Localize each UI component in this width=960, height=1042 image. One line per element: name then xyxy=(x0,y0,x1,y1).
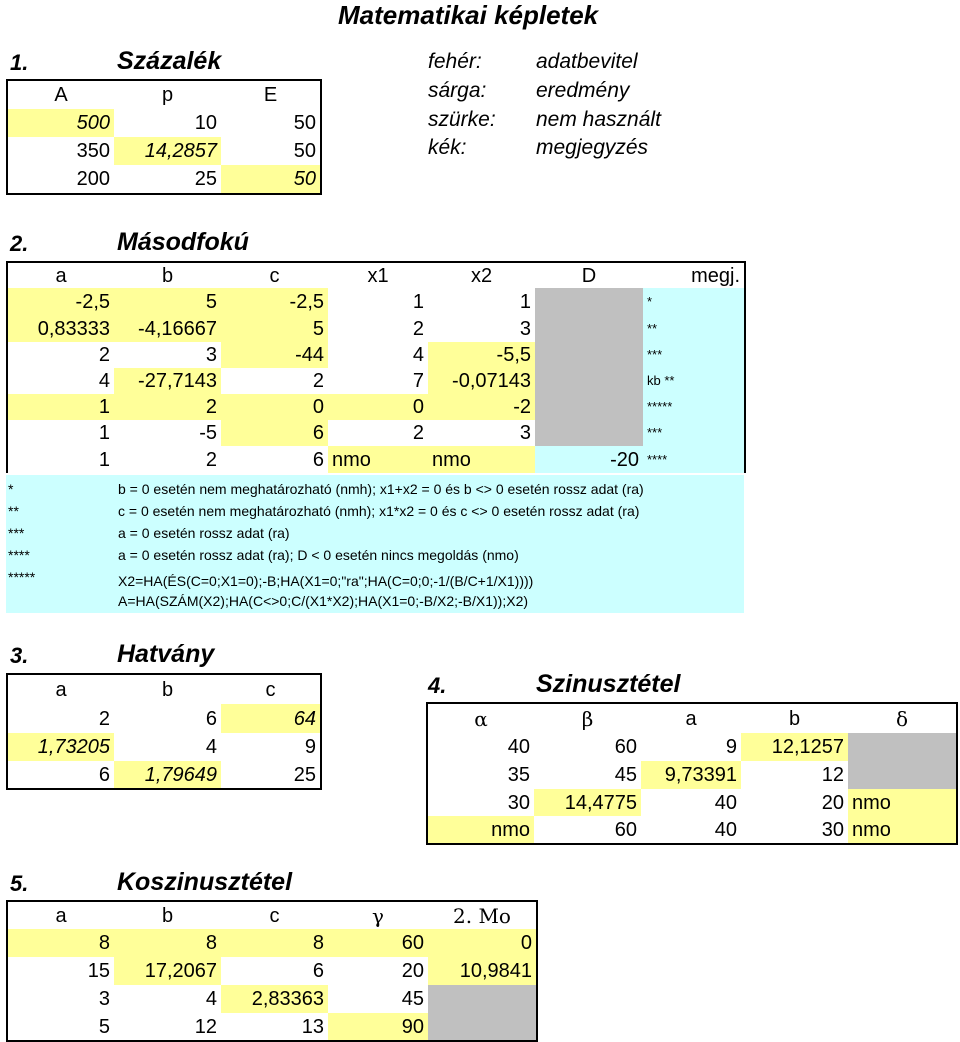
column-header: α xyxy=(427,703,534,733)
table-cell[interactable]: 13 xyxy=(221,1013,328,1041)
table-row xyxy=(427,789,957,816)
table-cell[interactable]: 1 xyxy=(7,394,114,420)
table-cell xyxy=(848,733,957,761)
column-header: c xyxy=(221,674,321,704)
table-cell[interactable]: -0,07143 xyxy=(428,368,535,394)
table-cell[interactable]: 5 xyxy=(7,1013,114,1041)
table-cell[interactable]: 5 xyxy=(114,288,221,316)
table-cell[interactable]: 7 xyxy=(412,370,424,392)
table-cell[interactable]: 9 xyxy=(221,733,321,761)
table-cell[interactable]: 0 xyxy=(221,394,328,420)
table-cell xyxy=(535,368,643,394)
table-cell[interactable]: -4,16667 xyxy=(114,316,221,342)
column-header: x1 xyxy=(328,262,428,288)
table-cell[interactable]: 20 xyxy=(401,960,424,982)
column-header: c xyxy=(221,262,328,288)
table-cell[interactable]: 1 xyxy=(7,420,114,446)
table-cell[interactable]: 45 xyxy=(401,988,424,1010)
table-cell[interactable]: -5 xyxy=(199,422,217,444)
table-cell[interactable]: 14,2857 xyxy=(114,137,221,165)
section-5-number: 5. xyxy=(10,871,29,896)
table-cell[interactable]: 30 xyxy=(427,789,534,816)
column-header: β xyxy=(534,703,641,733)
table-cell: kb ** xyxy=(643,368,745,394)
table-cell[interactable]: 500 xyxy=(7,109,114,137)
table-cell[interactable]: 60 xyxy=(534,816,641,844)
column-header: a xyxy=(7,674,114,704)
table-cell[interactable]: 20 xyxy=(821,791,844,814)
column-header: megj. xyxy=(643,262,745,288)
table-cell[interactable]: -27,7143 xyxy=(114,368,221,394)
table-cell[interactable]: 25 xyxy=(221,761,321,789)
table-cell[interactable]: 50 xyxy=(221,165,321,194)
cosine-law-table xyxy=(6,900,538,1042)
column-header: b xyxy=(741,703,848,733)
table-cell[interactable]: 0 xyxy=(428,929,537,957)
table-cell[interactable]: 3 xyxy=(519,318,531,340)
table-row xyxy=(7,1013,537,1041)
table-cell[interactable]: 2 xyxy=(7,342,114,368)
table-cell[interactable]: 3 xyxy=(205,344,217,366)
note-text: X2=HA(ÉS(C=0;X1=0);-B;HA(X1=0;"ra";HA(C=0;0;-1/(B/C+1/X1)))) xyxy=(118,573,534,589)
table-cell[interactable]: 8 xyxy=(114,929,221,957)
note-text: b = 0 esetén nem meghatározható (nmh); x1+x2 = 0 és b <> 0 esetén rossz adat (ra) xyxy=(118,481,644,497)
note-mark: *** xyxy=(8,525,25,541)
note-mark: ***** xyxy=(8,569,36,585)
table-cell[interactable]: 8 xyxy=(221,929,328,957)
table-cell[interactable]: 1,73205 xyxy=(7,733,114,761)
table-cell: *** xyxy=(643,420,745,446)
table-cell[interactable]: 9,73391 xyxy=(641,761,741,789)
table-cell[interactable]: 2 xyxy=(7,704,114,733)
column-header: a xyxy=(641,703,741,733)
table-cell xyxy=(535,342,643,368)
table-cell[interactable]: 3 xyxy=(519,422,531,444)
table-row xyxy=(7,368,745,394)
legend-value-gray: nem használt xyxy=(536,108,661,131)
table-cell xyxy=(535,288,643,316)
table-cell: *** xyxy=(643,342,745,368)
section-4-title: Szinusztétel xyxy=(536,670,681,698)
table-row xyxy=(7,704,321,733)
table-cell[interactable]: 10,9841 xyxy=(428,957,537,985)
table-header-row xyxy=(7,80,321,109)
note-text: a = 0 esetén rossz adat (ra); D < 0 esetén nincs megoldás (nmo) xyxy=(118,547,519,563)
table-cell[interactable]: 60 xyxy=(328,929,428,957)
note-mark: **** xyxy=(8,547,30,563)
section-3-number: 3. xyxy=(10,643,29,668)
column-header: E xyxy=(221,80,321,109)
table-row xyxy=(7,137,321,165)
table-cell[interactable]: -2,5 xyxy=(7,288,114,316)
table-cell[interactable]: 40 xyxy=(641,816,741,844)
table-cell xyxy=(428,985,537,1013)
table-cell[interactable]: 90 xyxy=(328,1013,428,1041)
table-cell[interactable]: 2,83363 xyxy=(221,985,328,1013)
section-3-title: Hatvány xyxy=(117,640,215,668)
table-cell[interactable]: 1 xyxy=(412,291,424,313)
table-header-row xyxy=(427,703,957,733)
legend-key-yellow: sárga: xyxy=(428,79,487,102)
table-cell[interactable]: 4 xyxy=(205,988,217,1010)
table-cell xyxy=(535,316,643,342)
quadratic-table xyxy=(6,261,746,473)
table-cell[interactable]: 40 xyxy=(427,733,534,761)
table-row xyxy=(7,929,537,957)
table-cell[interactable]: nmo xyxy=(328,446,428,473)
table-cell[interactable]: 0 xyxy=(328,394,428,420)
table-cell[interactable]: 1 xyxy=(519,291,531,313)
table-cell[interactable]: 64 xyxy=(221,704,321,733)
column-header: c xyxy=(221,901,328,929)
table-cell[interactable]: 50 xyxy=(221,137,321,165)
table-cell: ** xyxy=(643,316,745,342)
power-table xyxy=(6,673,322,790)
table-row xyxy=(427,733,957,761)
table-header-row xyxy=(7,901,537,929)
table-header-row xyxy=(7,262,745,288)
table-cell[interactable]: -5,5 xyxy=(428,342,535,368)
page-title: Matematikai képletek xyxy=(338,0,599,30)
table-cell[interactable]: 5 xyxy=(221,316,328,342)
table-row xyxy=(427,816,957,844)
note-mark: * xyxy=(8,481,14,497)
table-cell[interactable]: 2 xyxy=(312,370,324,392)
table-row xyxy=(7,985,537,1013)
legend-value-white: adatbevitel xyxy=(536,50,638,73)
sine-law-table xyxy=(426,702,958,845)
column-header: b xyxy=(114,901,221,929)
table-cell[interactable]: 6 xyxy=(312,960,324,982)
table-cell[interactable]: 6 xyxy=(221,420,328,446)
column-header: b xyxy=(114,262,221,288)
table-cell[interactable]: 200 xyxy=(7,165,114,194)
column-header: p xyxy=(114,80,221,109)
table-cell[interactable]: 45 xyxy=(614,764,637,786)
legend-key-gray: szürke: xyxy=(428,108,496,131)
table-cell[interactable]: 4 xyxy=(7,368,114,394)
table-cell[interactable]: 30 xyxy=(741,816,848,844)
table-cell[interactable]: 6 xyxy=(205,707,217,730)
column-header: a xyxy=(7,901,114,929)
percent-table xyxy=(6,79,322,195)
column-header: a xyxy=(7,262,114,288)
table-cell xyxy=(535,420,643,446)
table-row xyxy=(7,957,537,985)
table-cell[interactable]: 2 xyxy=(205,448,217,471)
section-1-title: Százalék xyxy=(117,47,222,75)
table-cell[interactable]: 4 xyxy=(205,736,217,758)
table-cell[interactable]: 8 xyxy=(7,929,114,957)
table-cell[interactable]: 6 xyxy=(7,761,114,789)
table-row xyxy=(427,761,957,789)
notes-box xyxy=(6,475,744,613)
table-cell[interactable]: 350 xyxy=(7,137,114,165)
table-cell[interactable]: 2 xyxy=(114,394,221,420)
table-cell[interactable]: -2 xyxy=(428,394,535,420)
note-text: a = 0 esetén rossz adat (ra) xyxy=(118,525,290,541)
table-cell[interactable]: -44 xyxy=(221,342,328,368)
table-cell[interactable]: 25 xyxy=(114,165,221,194)
table-cell[interactable]: 3 xyxy=(7,985,114,1013)
table-cell: * xyxy=(643,288,745,316)
table-header-row xyxy=(7,674,321,704)
table-cell[interactable]: nmo xyxy=(848,816,957,844)
note-mark: ** xyxy=(8,503,19,519)
table-cell[interactable]: 4 xyxy=(412,344,424,366)
table-row xyxy=(7,165,321,194)
table-cell[interactable]: 35 xyxy=(427,761,534,789)
table-cell[interactable]: 17,2067 xyxy=(114,957,221,985)
table-cell[interactable]: 14,4775 xyxy=(534,789,641,816)
table-cell[interactable]: nmo xyxy=(427,816,534,844)
column-header: 2. Mo xyxy=(428,901,537,929)
table-row xyxy=(7,420,745,446)
column-header: γ xyxy=(328,901,428,929)
table-cell[interactable]: 0,83333 xyxy=(7,316,114,342)
table-cell[interactable]: 12 xyxy=(114,1013,221,1041)
legend-key-white: fehér: xyxy=(428,50,482,73)
table-row xyxy=(7,342,745,368)
table-row xyxy=(7,109,321,137)
table-cell[interactable]: 10 xyxy=(194,112,217,134)
note-text: A=HA(SZÁM(X2);HA(C<>0;C/(X1*X2);HA(X1=0;-B/X2;-B/X1));X2) xyxy=(118,593,529,609)
legend-value-yellow: eredmény xyxy=(536,79,630,102)
table-cell[interactable]: 12 xyxy=(821,764,844,786)
table-row xyxy=(7,733,321,761)
column-header: δ xyxy=(848,703,957,733)
table-cell[interactable]: 40 xyxy=(714,791,737,814)
table-cell[interactable]: 50 xyxy=(221,109,321,137)
table-cell[interactable]: nmo xyxy=(428,446,535,473)
table-row xyxy=(7,394,745,420)
section-1-number: 1. xyxy=(10,50,29,75)
column-header: b xyxy=(114,674,221,704)
section-4-number: 4. xyxy=(428,673,447,698)
table-row xyxy=(7,316,745,342)
column-header: D xyxy=(535,262,643,288)
table-cell[interactable]: nmo xyxy=(848,789,957,816)
table-cell[interactable]: 2 xyxy=(412,318,424,340)
table-cell xyxy=(428,1013,537,1041)
table-cell[interactable]: -2,5 xyxy=(221,288,328,316)
table-cell[interactable]: 6 xyxy=(312,448,324,471)
table-cell xyxy=(848,761,957,789)
table-cell xyxy=(535,394,643,420)
column-header: x2 xyxy=(428,262,535,288)
table-cell[interactable]: 9 xyxy=(725,736,737,758)
legend-key-blue: kék: xyxy=(428,136,467,159)
table-cell[interactable]: 1 xyxy=(7,446,114,473)
table-cell[interactable]: 15 xyxy=(7,957,114,985)
table-row xyxy=(7,761,321,789)
note-text: c = 0 esetén nem meghatározható (nmh); x1*x2 = 0 és c <> 0 esetén rossz adat (ra) xyxy=(118,503,640,519)
table-cell: -20 xyxy=(535,446,643,473)
table-cell[interactable]: 1,79649 xyxy=(114,761,221,789)
table-cell[interactable]: 2 xyxy=(412,422,424,444)
table-cell: ***** xyxy=(643,394,745,420)
column-header: A xyxy=(7,80,114,109)
table-cell[interactable]: 60 xyxy=(614,736,637,758)
section-2-title: Másodfokú xyxy=(117,228,249,256)
section-2-number: 2. xyxy=(10,231,29,256)
table-row xyxy=(7,446,745,473)
table-row xyxy=(7,288,745,316)
legend-value-blue: megjegyzés xyxy=(536,136,649,159)
table-cell[interactable]: 12,1257 xyxy=(741,733,848,761)
section-5-title: Koszinusztétel xyxy=(117,868,293,896)
table-cell: **** xyxy=(643,446,745,473)
